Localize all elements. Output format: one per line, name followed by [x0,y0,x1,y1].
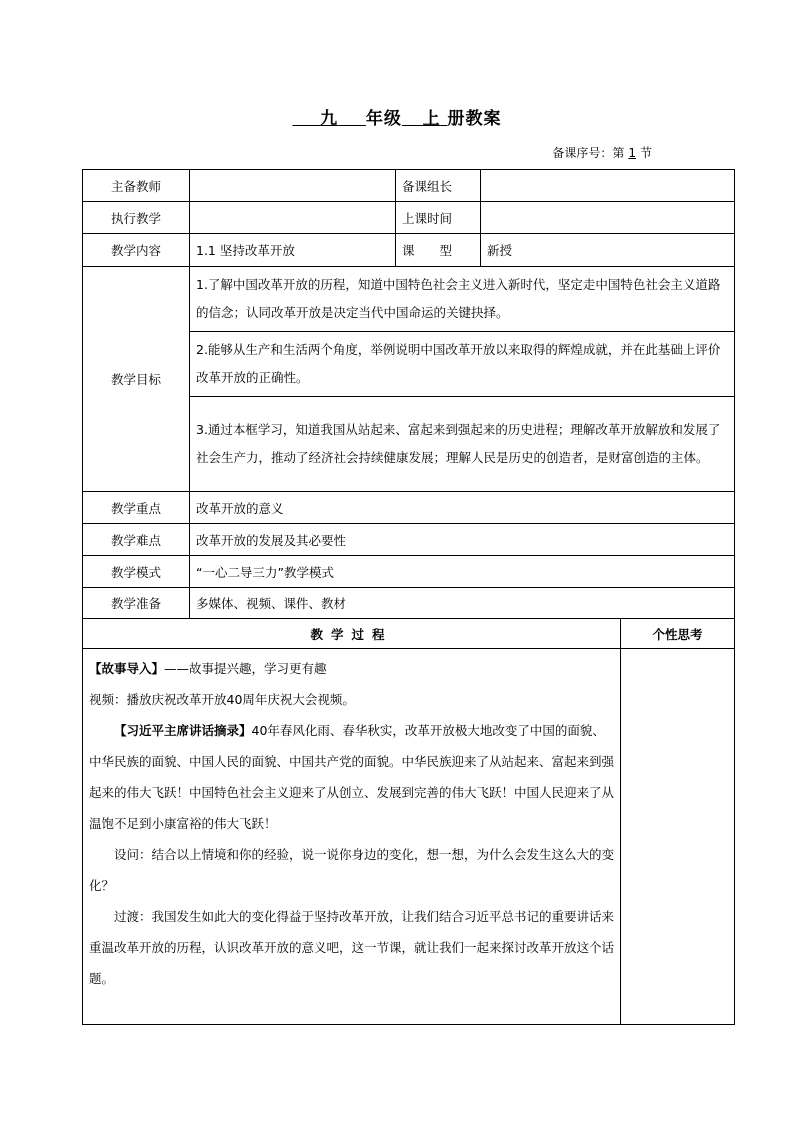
transition-text: 过渡：我国发生如此大的变化得益于坚持改革开放，让我们结合习近平总书记的重要讲话来重温改革开放的历程，认识改革开放的意义吧，这一节课，就让我们一起来探讨改革开放这个话题。 [89,909,615,986]
reflection-header: 个性思考 [621,619,735,649]
grade-value: 九 [320,109,339,129]
key-point-label: 教学重点 [83,492,190,524]
key-point-value: 改革开放的意义 [190,492,735,524]
mode-label: 教学模式 [83,556,190,588]
lead-teacher-label: 主备教师 [83,170,190,202]
speech-tag: 【习近平主席讲话摘录】 [114,723,252,738]
content-value: 1.1 坚持改革开放 [190,234,396,267]
objective-item-1: 1.了解中国改革开放的历程，知道中国特色社会主义进入新时代，坚定走中国特色社会主义道路的信念；认同改革开放是决定当代中国命运的关键抉择。 [190,267,735,332]
difficulty-label: 教学难点 [83,524,190,556]
story-intro [89,653,614,684]
lead-teacher-value[interactable] [190,170,396,202]
group-leader-value[interactable] [481,170,735,202]
question-text: 设问：结合以上情境和你的经验，说一说你身边的变化，想一想，为什么会发生这么大的变化？ [89,847,615,893]
mode-value: “一心二导三力”教学模式 [190,556,735,588]
serial-prefix: 备课序号：第 [552,146,625,160]
reflection-cell[interactable] [621,649,735,1025]
class-time-value[interactable] [481,202,735,234]
lesson-serial [552,144,652,161]
serial-suffix: 节 [639,146,652,160]
difficulty-value: 改革开放的发展及其必要性 [190,524,735,556]
objectives-label: 教学目标 [83,267,190,492]
video-text: 视频：播放庆祝改革开放40周年庆祝大会视频。 [89,692,355,707]
process-header: 教学过程 [83,619,621,649]
preparation-value: 多媒体、视频、课件、教材 [190,588,735,619]
lesson-plan-table [82,169,735,1025]
type-value: 新授 [481,234,735,267]
type-label: 课 型 [396,234,481,267]
grade-field [292,109,365,129]
story-text: ——故事提兴趣，学习更有趣 [164,661,327,676]
group-leader-label: 备课组长 [396,170,481,202]
term-value: 上 [422,109,441,129]
serial-number: 1 [628,146,636,160]
speech-paragraph [89,715,614,839]
story-tag: 【故事导入】 [89,661,165,676]
exec-teacher-label: 执行教学 [83,202,190,234]
page-title [0,104,794,129]
objective-item-3: 3.通过本框学习，知道我国从站起来、富起来到强起来的历史进程；理解改革开放解放和发展了社会生产力，推动了经济社会持续健康发展；理解人民是历史的创造者，是财富创造的主体。 [190,397,735,492]
exec-teacher-value[interactable] [190,202,396,234]
grade-suffix: 年级 [365,109,402,129]
term-suffix: 册教案 [447,109,502,129]
process-content [83,649,621,1025]
speech-text: 40年春风化雨、春华秋实，改革开放极大地改变了中国的面貌、中华民族的面貌、中国人民的面貌、中国共产党的面貌。中华民族迎来了从站起来、富起来到强起来的伟大飞跃！中国特色社会主义迎来了从创立、发展到完善的伟大飞跃！中国人民迎来了从温饱不足到小康富裕的伟大飞跃！ [89,723,615,831]
preparation-label: 教学准备 [83,588,190,619]
class-time-label: 上课时间 [396,202,481,234]
term-field [402,109,448,129]
objective-item-2: 2.能够从生产和生活两个角度，举例说明中国改革开放以来取得的辉煌成就，并在此基础上评价改革开放的正确性。 [190,332,735,397]
content-label: 教学内容 [83,234,190,267]
